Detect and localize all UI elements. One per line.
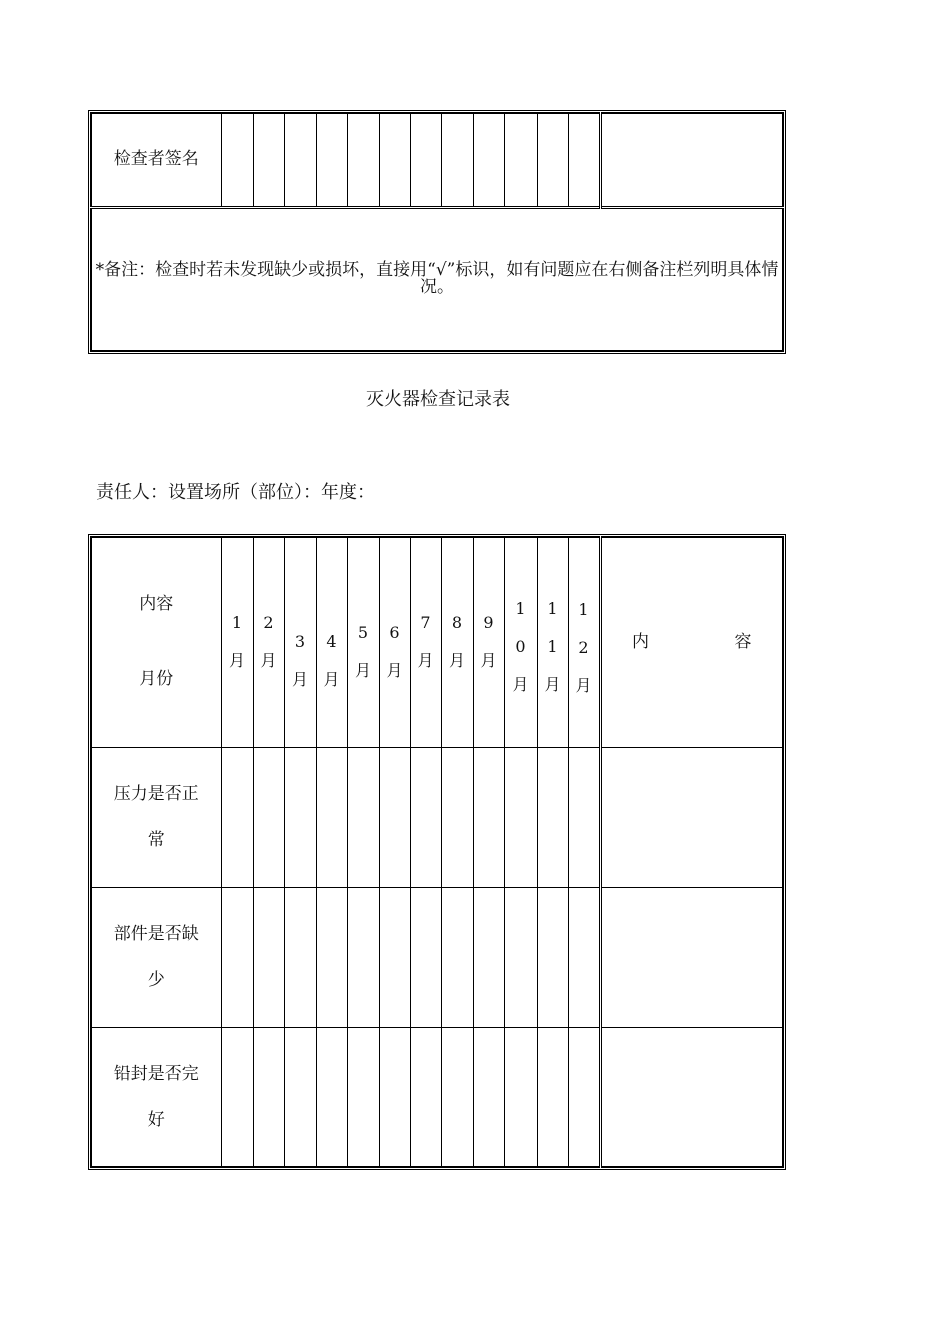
check-cell[interactable] [347, 1027, 379, 1167]
month-header [504, 537, 537, 747]
month-label: 9 月 [480, 613, 497, 671]
signature-cell[interactable] [568, 113, 600, 207]
table-row [91, 747, 783, 887]
check-cell[interactable] [504, 747, 537, 887]
check-cell[interactable] [504, 887, 537, 1027]
month-header [537, 537, 568, 747]
check-cell[interactable] [568, 747, 600, 887]
month-header [316, 537, 347, 747]
check-cell[interactable] [284, 747, 316, 887]
signature-remark-cell[interactable] [600, 113, 783, 207]
signature-cell[interactable] [473, 113, 504, 207]
month-label: 6 月 [386, 623, 403, 681]
remark-header-left: 内 [632, 631, 650, 652]
signature-cell[interactable] [410, 113, 441, 207]
check-cell[interactable] [347, 747, 379, 887]
check-cell[interactable] [537, 1027, 568, 1167]
header-row [91, 537, 783, 747]
check-cell[interactable] [347, 887, 379, 1027]
check-cell[interactable] [221, 747, 253, 887]
remark-cell[interactable] [600, 1027, 783, 1167]
row-label: 部件是否缺 少 [113, 924, 199, 990]
month-header [568, 537, 600, 747]
signature-cell[interactable] [504, 113, 537, 207]
signature-cell[interactable] [441, 113, 473, 207]
check-cell[interactable] [316, 747, 347, 887]
month-label: 1 0 月 [512, 599, 529, 695]
month-header [221, 537, 253, 747]
check-cell[interactable] [568, 887, 600, 1027]
check-cell[interactable] [221, 887, 253, 1027]
month-label: 4 月 [323, 632, 340, 690]
month-label: 1 1 月 [544, 599, 561, 695]
check-cell[interactable] [537, 747, 568, 887]
header-content-label: 内容 [139, 594, 174, 615]
month-header [473, 537, 504, 747]
check-cell[interactable] [316, 1027, 347, 1167]
month-label: 3 月 [291, 632, 308, 690]
info-line: 责任人：设置场所（部位）：年度： [96, 482, 375, 503]
signature-cell[interactable] [221, 113, 253, 207]
remark-header-right: 容 [734, 631, 752, 652]
remark-cell[interactable] [600, 887, 783, 1027]
signature-table [90, 112, 784, 352]
month-label: 7 月 [417, 613, 434, 671]
signature-cell[interactable] [284, 113, 316, 207]
month-header [253, 537, 284, 747]
table-row [91, 1027, 783, 1167]
remark-cell[interactable] [600, 747, 783, 887]
check-cell[interactable] [537, 887, 568, 1027]
check-cell[interactable] [410, 1027, 441, 1167]
check-cell[interactable] [504, 1027, 537, 1167]
row-label-cell [91, 747, 221, 887]
check-cell[interactable] [410, 747, 441, 887]
month-header [410, 537, 441, 747]
signature-cell[interactable] [537, 113, 568, 207]
check-cell[interactable] [441, 887, 473, 1027]
check-cell[interactable] [441, 747, 473, 887]
check-cell[interactable] [284, 887, 316, 1027]
signature-label: 检查者签名 [91, 113, 221, 207]
check-cell[interactable] [379, 1027, 410, 1167]
month-label: 2 月 [260, 613, 277, 671]
month-label: 1 月 [228, 613, 245, 671]
check-cell[interactable] [379, 887, 410, 1027]
page-title: 灭火器检查记录表 [366, 389, 510, 410]
check-cell[interactable] [473, 1027, 504, 1167]
row-label-cell [91, 887, 221, 1027]
check-cell[interactable] [253, 747, 284, 887]
signature-cell[interactable] [379, 113, 410, 207]
check-cell[interactable] [473, 747, 504, 887]
row-label: 压力是否正 常 [113, 784, 199, 850]
month-header [284, 537, 316, 747]
header-month-label: 月份 [139, 669, 174, 690]
check-cell[interactable] [253, 887, 284, 1027]
header-corner-cell [91, 537, 221, 747]
month-label: 5 月 [354, 623, 371, 681]
check-cell[interactable] [316, 887, 347, 1027]
check-cell[interactable] [284, 1027, 316, 1167]
check-cell[interactable] [568, 1027, 600, 1167]
signature-cell[interactable] [253, 113, 284, 207]
note-text: *备注：检查时若未发现缺少或损坏，直接用“√”标识，如有问题应在右侧备注栏列明具体情况。 [91, 207, 783, 351]
month-header [441, 537, 473, 747]
row-label: 铅封是否完 好 [113, 1063, 199, 1130]
check-cell[interactable] [253, 1027, 284, 1167]
signature-cell[interactable] [347, 113, 379, 207]
check-cell[interactable] [379, 747, 410, 887]
remark-header [600, 537, 783, 747]
signature-cell[interactable] [316, 113, 347, 207]
check-cell[interactable] [410, 887, 441, 1027]
check-cell[interactable] [221, 1027, 253, 1167]
table-row [91, 887, 783, 1027]
month-label: 8 月 [448, 613, 465, 671]
check-cell[interactable] [473, 887, 504, 1027]
month-header [379, 537, 410, 747]
month-header [347, 537, 379, 747]
inspection-table [90, 536, 784, 1168]
row-label-cell [91, 1027, 221, 1167]
check-cell[interactable] [441, 1027, 473, 1167]
month-label: 1 2 月 [575, 600, 592, 696]
